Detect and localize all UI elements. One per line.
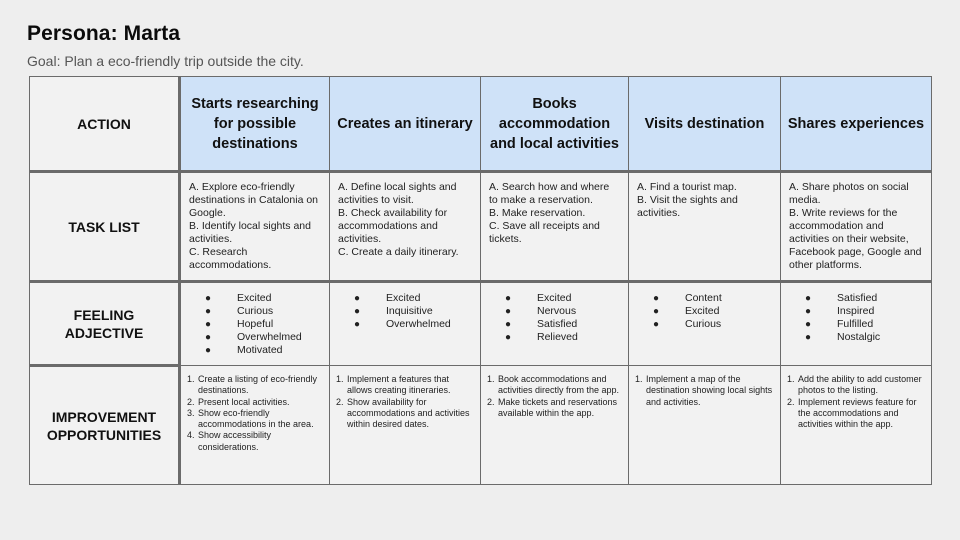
task-list-row	[30, 172, 932, 282]
bullet-icon: ●	[354, 306, 361, 317]
row-label-improvement	[30, 366, 180, 485]
stage-header-2	[330, 77, 481, 172]
feeling-item: ● Overwhelmed	[205, 331, 302, 343]
feeling-cell-3	[481, 282, 629, 366]
task-item: A. Search how and where to make a reservation.	[489, 181, 610, 206]
task-cell-3	[481, 172, 629, 282]
feeling-item: ● Excited	[653, 305, 720, 317]
task-cell-5	[781, 172, 932, 282]
improvement-item: 1. Add the ability to add customer photos to the listing.	[787, 374, 922, 396]
stage-title: Starts researching for possible destinations	[191, 95, 319, 152]
feeling-cell-4	[629, 282, 781, 366]
bullet-icon: ●	[805, 319, 812, 330]
feeling-item: ● Overwhelmed	[354, 318, 451, 330]
journey-map-table	[29, 76, 932, 485]
task-item: B. Write reviews for the accommodation and activities on their website, Facebook page, Google and other platforms.	[789, 207, 922, 271]
bullet-icon: ●	[354, 319, 361, 330]
row-label-text: IMPROVEMENT	[51, 408, 157, 425]
improvement-item: 1. Create a listing of eco-friendly destinations.	[187, 374, 318, 396]
task-item: C. Research accommodations.	[189, 246, 272, 271]
goal-subtitle: Goal: Plan a eco-friendly trip outside the city.	[27, 53, 304, 69]
row-label-text: FEELING	[73, 306, 135, 323]
task-item: A. Define local sights and activities to visit.	[338, 181, 457, 206]
feeling-item: ● Nostalgic	[805, 331, 881, 343]
improvement-item: 2. Implement reviews feature for the accommodations and activities within the app.	[787, 396, 917, 430]
task-item: B. Visit the sights and activities.	[637, 194, 738, 219]
bullet-icon: ●	[354, 293, 361, 304]
task-cell-1	[180, 172, 330, 282]
bullet-icon: ●	[653, 306, 660, 317]
bullet-icon: ●	[205, 345, 212, 356]
feeling-item: ● Content	[653, 292, 722, 304]
feeling-cell-1	[180, 282, 330, 366]
improvement-item: 1. Book accommodations and activities directly from the app.	[487, 374, 620, 396]
stage-header-3	[481, 77, 629, 172]
bullet-icon: ●	[205, 293, 212, 304]
improvement-row	[30, 366, 932, 485]
row-label-text: TASK LIST	[68, 218, 140, 235]
task-item: C. Save all receipts and tickets.	[489, 220, 600, 245]
task-item: A. Share photos on social media.	[789, 181, 909, 206]
task-item: A. Explore eco-friendly destinations in Catalonia on Google.	[189, 181, 319, 219]
feeling-item: ● Curious	[653, 318, 722, 330]
task-item: C. Create a daily itinerary.	[338, 246, 459, 258]
feeling-item: ● Satisfied	[805, 292, 878, 304]
bullet-icon: ●	[505, 293, 512, 304]
bullet-icon: ●	[505, 306, 512, 317]
feeling-item: ● Excited	[205, 292, 272, 304]
feeling-item: ● Inquisitive	[354, 305, 433, 317]
task-item: B. Make reservation.	[489, 207, 586, 219]
stage-header-1	[180, 77, 330, 172]
task-item: A. Find a tourist map.	[637, 181, 737, 193]
feeling-item: ● Excited	[354, 292, 421, 304]
row-label-text: ADJECTIVE	[64, 324, 144, 341]
improvement-item: 3. Show eco-friendly accommodations in the area.	[187, 407, 314, 430]
stage-title: Visits destination	[644, 115, 765, 132]
improvement-cell-5	[781, 366, 932, 485]
bullet-icon: ●	[205, 332, 212, 343]
stage-title: Books accommodation and local activities	[490, 95, 619, 152]
feeling-item: ● Curious	[205, 305, 274, 317]
feeling-cell-2	[330, 282, 481, 366]
improvement-cell-2	[330, 366, 481, 485]
feeling-item: ● Excited	[505, 292, 572, 304]
improvement-item: 4. Show accessibility considerations.	[187, 430, 272, 452]
row-label-feeling	[30, 282, 180, 366]
task-cell-4	[629, 172, 781, 282]
bullet-icon: ●	[205, 306, 212, 317]
feeling-item: ● Relieved	[505, 331, 578, 343]
feeling-row	[30, 282, 932, 366]
row-label-action	[30, 77, 180, 172]
feeling-item: ● Motivated	[205, 344, 283, 356]
stage-title: Shares experiences	[787, 115, 925, 132]
bullet-icon: ●	[805, 332, 812, 343]
stage-header-4	[629, 77, 781, 172]
improvement-item: 2. Show availability for accommodations and activities within desired dates.	[336, 396, 470, 430]
feeling-item: ● Fulfilled	[805, 318, 874, 330]
improvement-item: 2. Make tickets and reservations available within the app.	[487, 396, 618, 418]
feeling-item: ● Nervous	[505, 305, 577, 317]
task-item: B. Check availability for accommodations and activities.	[338, 207, 448, 245]
improvement-item: 1. Implement a features that allows creating itineraries.	[336, 374, 451, 396]
page-title: Persona: Marta	[27, 22, 181, 45]
feeling-cell-5	[781, 282, 932, 366]
improvement-cell-3	[481, 366, 629, 485]
action-row	[30, 77, 932, 172]
feeling-item: ● Satisfied	[505, 318, 578, 330]
feeling-item: ● Hopeful	[205, 318, 274, 330]
bullet-icon: ●	[653, 319, 660, 330]
bullet-icon: ●	[505, 332, 512, 343]
feeling-item: ● Inspired	[805, 305, 875, 317]
bullet-icon: ●	[805, 293, 812, 304]
task-item: B. Identify local sights and activities.	[189, 220, 311, 245]
task-cell-2	[330, 172, 481, 282]
improvement-cell-4	[629, 366, 781, 485]
bullet-icon: ●	[653, 293, 660, 304]
stage-title: Creates an itinerary	[337, 115, 473, 132]
stage-header-5	[781, 77, 932, 172]
bullet-icon: ●	[505, 319, 512, 330]
bullet-icon: ●	[205, 319, 212, 330]
row-label-text: ACTION	[77, 115, 131, 132]
bullet-icon: ●	[805, 306, 812, 317]
improvement-cell-1	[180, 366, 330, 485]
row-label-task-list	[30, 172, 180, 282]
improvement-item: 2. Present local activities.	[187, 396, 290, 407]
row-label-text: OPPORTUNITIES	[46, 426, 162, 443]
improvement-item: 1. Implement a map of the destination showing local sights and activities.	[635, 374, 773, 407]
